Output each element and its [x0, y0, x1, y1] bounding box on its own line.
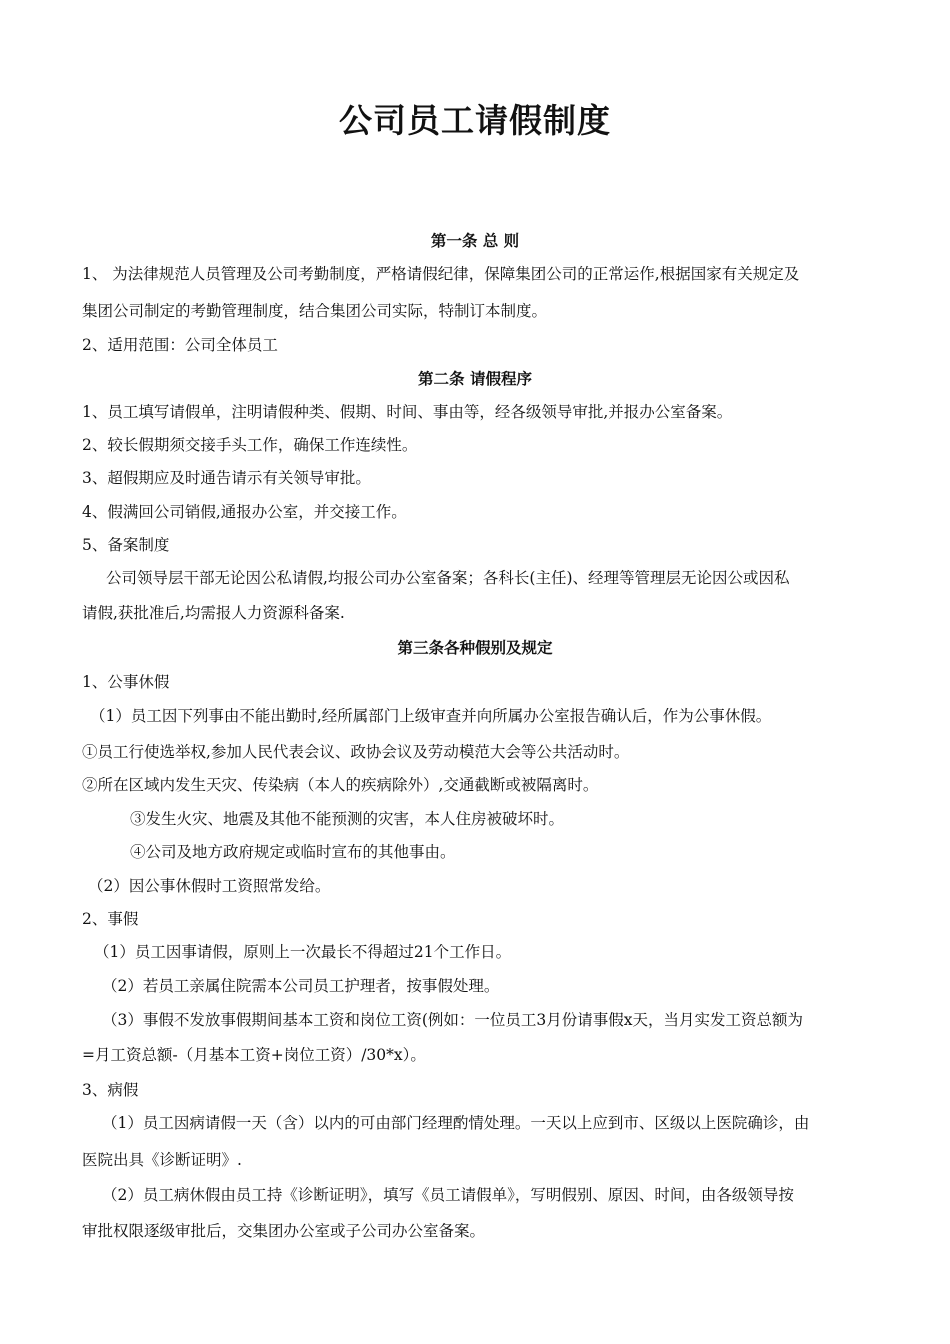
paragraph: 1、员工填写请假单，注明请假种类、假期、时间、事由等，经各级领导审批,并报办公室备案。 — [82, 403, 733, 421]
paragraph: 4、假满回公司销假,通报办公室，并交接工作。 — [82, 503, 407, 521]
paragraph: （2）员工病休假由员工持《诊断证明》，填写《员工请假单》，写明假别、原因、时间，由各级领导按 — [102, 1186, 794, 1204]
list-item: ②所在区域内发生天灾、传染病（本人的疾病除外）,交通截断或被隔离时。 — [82, 776, 599, 794]
paragraph: 1、 为法律规范人员管理及公司考勤制度，严格请假纪律，保障集团公司的正常运作,根据国家有关规定及 — [82, 265, 800, 283]
document-title: 公司员工请假制度 — [339, 101, 611, 140]
section-1-heading: 第一条 总 则 — [430, 232, 520, 250]
paragraph: 医院出具《诊断证明》. — [82, 1151, 242, 1169]
list-item: ④公司及地方政府规定或临时宣布的其他事由。 — [130, 843, 456, 861]
paragraph: 审批权限逐级审批后，交集团办公室或子公司办公室备案。 — [82, 1222, 486, 1240]
paragraph: 3、超假期应及时通告请示有关领导审批。 — [82, 469, 371, 487]
paragraph: =月工资总额-（月基本工资+岗位工资）/30*x）。 — [82, 1046, 426, 1064]
paragraph: 集团公司制定的考勤管理制度，结合集团公司实际，特制订本制度。 — [82, 302, 548, 320]
paragraph: 请假,获批准后,均需报人力资源科备案. — [82, 604, 345, 622]
paragraph: （2）因公事休假时工资照常发给。 — [88, 877, 331, 895]
paragraph: （1）员工因病请假一天（含）以内的可由部门经理酌情处理。一天以上应到市、区级以上医院确诊，由 — [102, 1114, 810, 1132]
list-item: ③发生火灾、地震及其他不能预测的灾害，本人住房被破坏时。 — [130, 810, 565, 828]
paragraph: 2、适用范围：公司全体员工 — [82, 336, 278, 354]
paragraph: 2、较长假期须交接手头工作，确保工作连续性。 — [82, 436, 418, 454]
paragraph: （1）员工因下列事由不能出勤时,经所属部门上级审查并向所属办公室报告确认后，作为公事休假。 — [90, 707, 772, 725]
paragraph: 公司领导层干部无论因公私请假,均报公司办公室备案；各科长(主任)、经理等管理层无论因公或因私 — [106, 569, 790, 587]
paragraph: （3）事假不发放事假期间基本工资和岗位工资(例如：一位员工3月份请事假x天，当月实发工资总额为 — [102, 1011, 804, 1029]
section-2-heading: 第二条 请假程序 — [418, 370, 532, 388]
paragraph: （2）若员工亲属住院需本公司员工护理者，按事假处理。 — [102, 977, 500, 995]
paragraph: 5、备案制度 — [82, 536, 170, 554]
paragraph: 1、公事休假 — [82, 673, 170, 691]
paragraph: （1）员工因事请假，原则上一次最长不得超过21个工作日。 — [94, 943, 512, 961]
paragraph: 3、病假 — [82, 1081, 139, 1099]
list-item: ①员工行使选举权,参加人民代表会议、政协会议及劳动模范大会等公共活动时。 — [82, 743, 630, 761]
section-3-heading: 第三条各种假别及规定 — [397, 639, 553, 657]
paragraph: 2、事假 — [82, 910, 139, 928]
